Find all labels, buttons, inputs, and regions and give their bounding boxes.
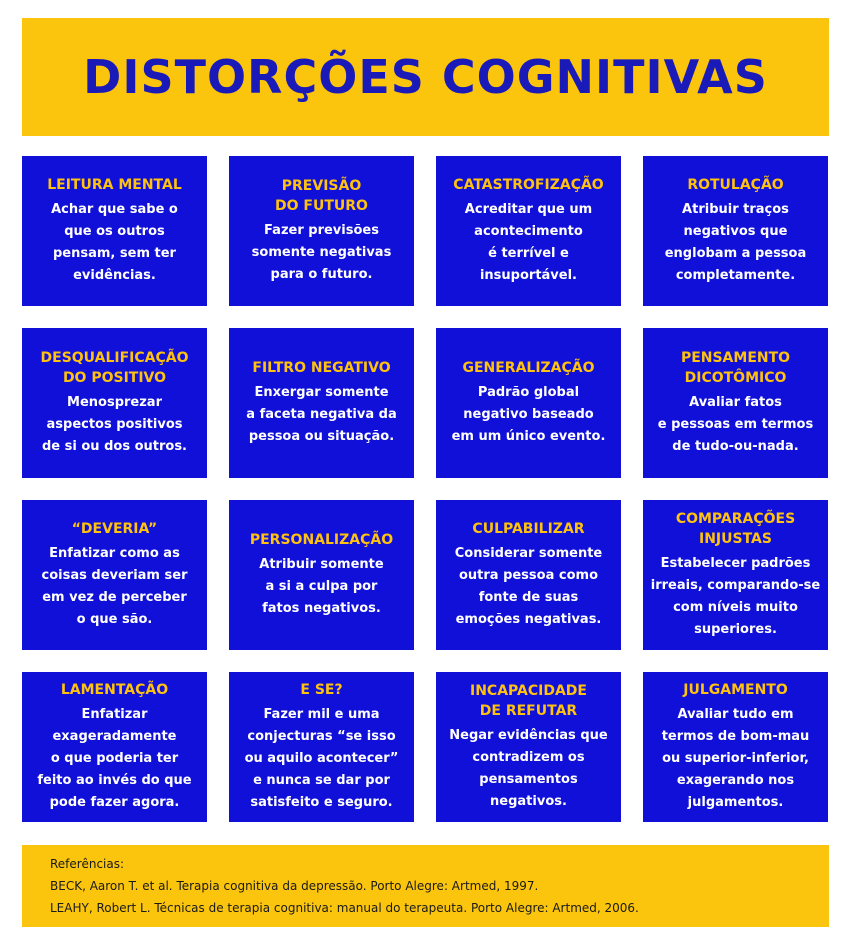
- distortion-card: [22, 500, 207, 650]
- card-description: Negar evidências que contradizem os pensamentos negativos.: [449, 728, 608, 809]
- card-description: Acreditar que um acontecimento é terrível e insuportável.: [464, 202, 593, 283]
- card-title: LAMENTAÇÃO: [60, 682, 169, 698]
- title-banner: [22, 18, 829, 136]
- card-title: E SE?: [300, 682, 343, 698]
- card-title: JULGAMENTO: [683, 682, 788, 698]
- card-title: LEITURA MENTAL: [47, 177, 182, 193]
- card-title: GENERALIZAÇÃO: [462, 360, 595, 376]
- distortion-card: [436, 156, 621, 306]
- card-description: Padrão global negativo baseado em um único evento.: [451, 385, 606, 444]
- card-title: ROTULAÇÃO: [687, 177, 784, 193]
- card-description: Avaliar tudo em termos de bom-mau ou superior-inferior, exagerando nos julgamentos.: [661, 707, 810, 810]
- distortion-card: [229, 328, 414, 478]
- distortion-card: [229, 156, 414, 306]
- card-title: DESQUALIFICAÇÃO DO POSITIVO: [40, 350, 189, 386]
- distortion-card: [229, 500, 414, 650]
- card-title: PENSAMENTO DICOTÔMICO: [680, 350, 791, 386]
- card-description: Atribuir somente a si a culpa por fatos negativos.: [259, 557, 384, 616]
- distortion-card: [436, 500, 621, 650]
- distortion-card: [229, 672, 414, 822]
- distortions-grid: [22, 156, 830, 822]
- card-description: Menosprezar aspectos positivos de si ou dos outros.: [42, 395, 187, 454]
- reference-item: LEAHY, Robert L. Técnicas de terapia cognitiva: manual do terapeuta. Porto Alegre: Artmed, 2006.: [50, 901, 639, 915]
- distortion-card: [22, 672, 207, 822]
- card-description: Avaliar fatos e pessoas em termos de tudo-ou-nada.: [657, 395, 814, 454]
- distortion-card: [643, 328, 828, 478]
- card-title: COMPARAÇÕES INJUSTAS: [675, 511, 796, 547]
- references-heading: Referências:: [50, 857, 125, 871]
- card-description: Enfatizar como as coisas deveriam ser em vez de perceber o que são.: [41, 546, 188, 627]
- card-description: Atribuir traços negativos que englobam a pessoa completamente.: [664, 202, 807, 283]
- distortion-card: [436, 672, 621, 822]
- references-box: [22, 845, 829, 927]
- card-title: “DEVERIA”: [71, 521, 158, 537]
- distortion-card: [22, 328, 207, 478]
- card-description: Enxergar somente a faceta negativa da pessoa ou situação.: [246, 385, 397, 444]
- card-description: Achar que sabe o que os outros pensam, sem ter evidências.: [51, 202, 178, 283]
- card-description: Fazer mil e uma conjecturas “se isso ou aquilo acontecer” e nunca se dar por satisfeito e seguro.: [244, 707, 399, 810]
- card-description: Fazer previsões somente negativas para o futuro.: [251, 223, 392, 282]
- distortion-card: [643, 156, 828, 306]
- distortion-card: [436, 328, 621, 478]
- reference-item: BECK, Aaron T. et al. Terapia cognitiva da depressão. Porto Alegre: Artmed, 1997.: [50, 879, 539, 893]
- card-title: PREVISÃO DO FUTURO: [275, 178, 368, 214]
- page-title: DISTORÇÕES COGNITIVAS: [83, 50, 768, 104]
- card-title: PERSONALIZAÇÃO: [249, 532, 394, 548]
- card-title: CATASTROFIZAÇÃO: [453, 177, 604, 193]
- card-description: Considerar somente outra pessoa como fonte de suas emoções negativas.: [454, 546, 603, 627]
- card-title: INCAPACIDADE DE REFUTAR: [470, 683, 587, 719]
- distortion-card: [22, 156, 207, 306]
- card-title: FILTRO NEGATIVO: [252, 360, 391, 376]
- card-description: Enfatizar exageradamente o que poderia ter feito ao invés do que pode fazer agora.: [37, 707, 192, 810]
- card-description: Estabelecer padrões irreais, comparando-se com níveis muito superiores.: [650, 556, 821, 637]
- distortion-card: [643, 672, 828, 822]
- distortion-card: [643, 500, 828, 650]
- card-title: CULPABILIZAR: [472, 521, 585, 537]
